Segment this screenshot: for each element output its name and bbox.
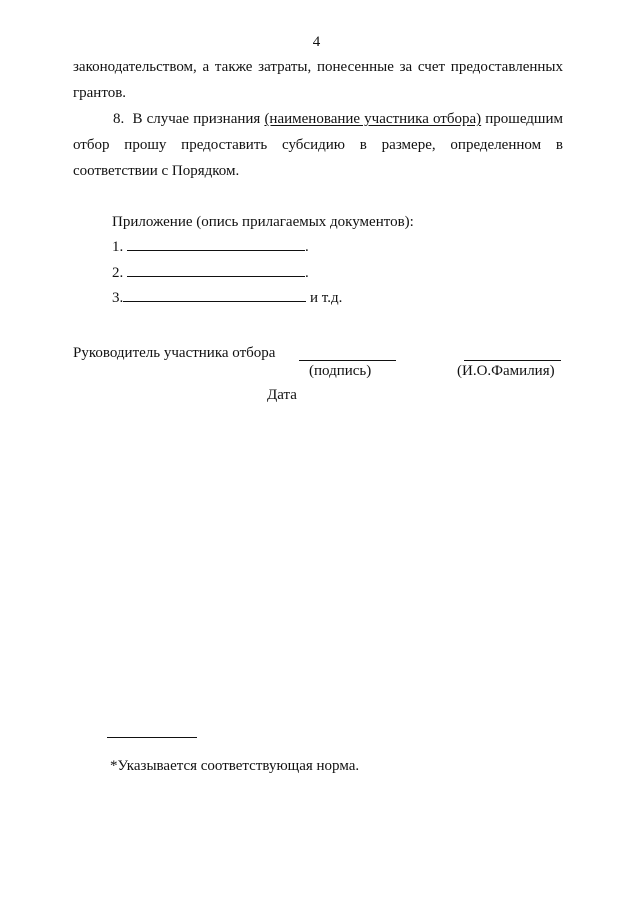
paragraph-8-line-1-end: прошедшим	[481, 111, 563, 127]
paragraph-continuation-line-2: грантов.	[73, 85, 127, 101]
attachment-item-3-number: 3.	[112, 290, 124, 306]
attachment-item-3-blank	[123, 290, 306, 302]
attachment-item-3-suffix: и т.д.	[306, 290, 343, 306]
attachment-item-1-suffix: .	[305, 239, 309, 255]
name-line	[464, 360, 561, 361]
paragraph-continuation-line-1: законодательством, а также затраты, понесенные за счет предоставленных	[73, 59, 563, 75]
paragraph-8-intro: 8. В случае признания	[113, 111, 265, 127]
signature-line	[299, 360, 396, 361]
date-label: Дата	[267, 387, 297, 403]
paragraph-8-line-2: отбор прошу предоставить субсидию в размере, определенном в	[73, 137, 563, 153]
attachment-item-2-suffix: .	[305, 265, 309, 281]
attachment-item-2	[112, 265, 309, 281]
paragraph-8-line-3: соответствии с Порядком.	[73, 163, 240, 179]
name-caption: (И.О.Фамилия)	[457, 363, 555, 379]
footnote-separator	[107, 737, 197, 738]
attachment-item-2-blank	[127, 265, 305, 277]
footnote-text: *Указывается соответствующая норма.	[110, 758, 360, 774]
attachment-item-3	[112, 290, 342, 306]
signature-role-label: Руководитель участника отбора	[73, 345, 276, 361]
page-number: 4	[312, 34, 321, 50]
attachment-item-1	[112, 239, 309, 255]
attachment-item-1-blank	[127, 239, 305, 251]
participant-name-placeholder: (наименование участника отбора)	[264, 111, 482, 127]
attachment-item-2-number: 2.	[112, 265, 127, 281]
paragraph-8-line-1	[113, 112, 563, 127]
attachments-heading: Приложение (опись прилагаемых документов):	[112, 214, 414, 230]
attachment-item-1-number: 1.	[112, 239, 127, 255]
signature-caption: (подпись)	[309, 363, 372, 379]
